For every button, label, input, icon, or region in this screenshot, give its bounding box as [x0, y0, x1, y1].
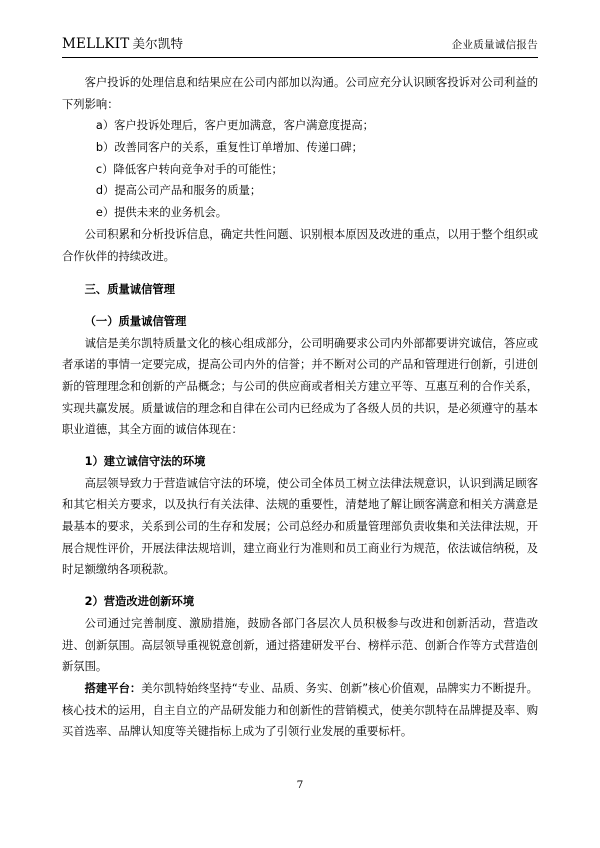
list-item: c）降低客户转向竞争对手的可能性； [95, 162, 283, 176]
page-content [62, 34, 538, 743]
paragraph-integrity: 诚信是美尔凯特质量文化的核心组成部分，公司明确要求公司内外部都要讲究诚信，答应或者承诺的事情一定要完成，提高公司内外的信誉；并不断对公司的产品和管理进行创新，引进创新的管理理念和创新的产品概念；与公司的供应商或者相关方建立平等、互惠互利的合作关系，实现共赢发展。质量诚信的理念和自律在公司内已经成为了各级人员的共识，是必须遵守的基本职业道德，其全方面的诚信体现在： [62, 336, 538, 437]
item-2-sub [62, 678, 538, 743]
page-number: 7 [296, 779, 304, 791]
brand-latin: MELLKIT [62, 36, 130, 52]
item-2-sub-body: 美尔凯特始终坚持“专业、品质、务实、创新”核心价值观，品牌实力不断提升。核心技术的运用，自主自立的产品研发能力和创新性的营销模式，使美尔凯特在品牌提及率、购买首选率、品牌认知度等关键指标上成为了引领行业发展的重要标杆。 [62, 681, 538, 739]
brand-cn: 美尔凯特 [132, 36, 184, 51]
item-2-title: 2）营造改进创新环境 [84, 595, 195, 609]
body-text [62, 72, 538, 743]
list-item: a）客户投诉处理后，客户更加满意，客户满意度提高； [95, 119, 374, 133]
sub-heading: （一）质量诚信管理 [84, 314, 187, 328]
page-header [62, 34, 538, 58]
list-item: e）提供未来的业务机会。 [95, 206, 228, 220]
item-1-title: 1）建立诚信守法的环境 [84, 455, 206, 468]
item-1-body: 高层领导致力于营造诚信守法的环境，使公司全体员工树立法律法规意识，认识到满足顾客和其它相关方要求，以及执行有关法律、法规的重要性，清楚地了解让顾客满意和相关方满意是最基本的要求，关系到公司的生存和发展；公司总经办和质量管理部负责收集和关法律法规，开展合规性评价，开展法律法规培训，建立商业行为准则和员工商业行为规范，依法诚信纳税，及时足额缴纳各项税款。 [62, 476, 538, 577]
list-item: b）改善同客户的关系，重复性订单增加、传递口碑； [95, 141, 363, 155]
item-2-body: 公司通过完善制度、激励措施，鼓励各部门各层次人员积极参与改进和创新活动，营造改进、创新氛围。高层领导重视锐意创新，通过搭建研发平台、榜样示范、创新合作等方式营造创新氛围。 [62, 616, 538, 674]
document-title: 企业质量诚信报告 [451, 39, 538, 51]
paragraph-analysis: 公司积累和分析投诉信息，确定共性问题、识别根本原因及改进的重点，以用于整个组织或合作伙伴的持续改进。 [62, 227, 538, 263]
paragraph-intro: 客户投诉的处理信息和结果应在公司内部加以沟通。公司应充分认识顾客投诉对公司利益的下列影响： [62, 76, 538, 111]
item-2-sub-lead: 搭建平台： [84, 681, 142, 695]
brand-block [62, 34, 183, 52]
section-heading: 三、质量诚信管理 [84, 283, 175, 297]
list-item: d）提高公司产品和服务的质量； [95, 184, 262, 198]
